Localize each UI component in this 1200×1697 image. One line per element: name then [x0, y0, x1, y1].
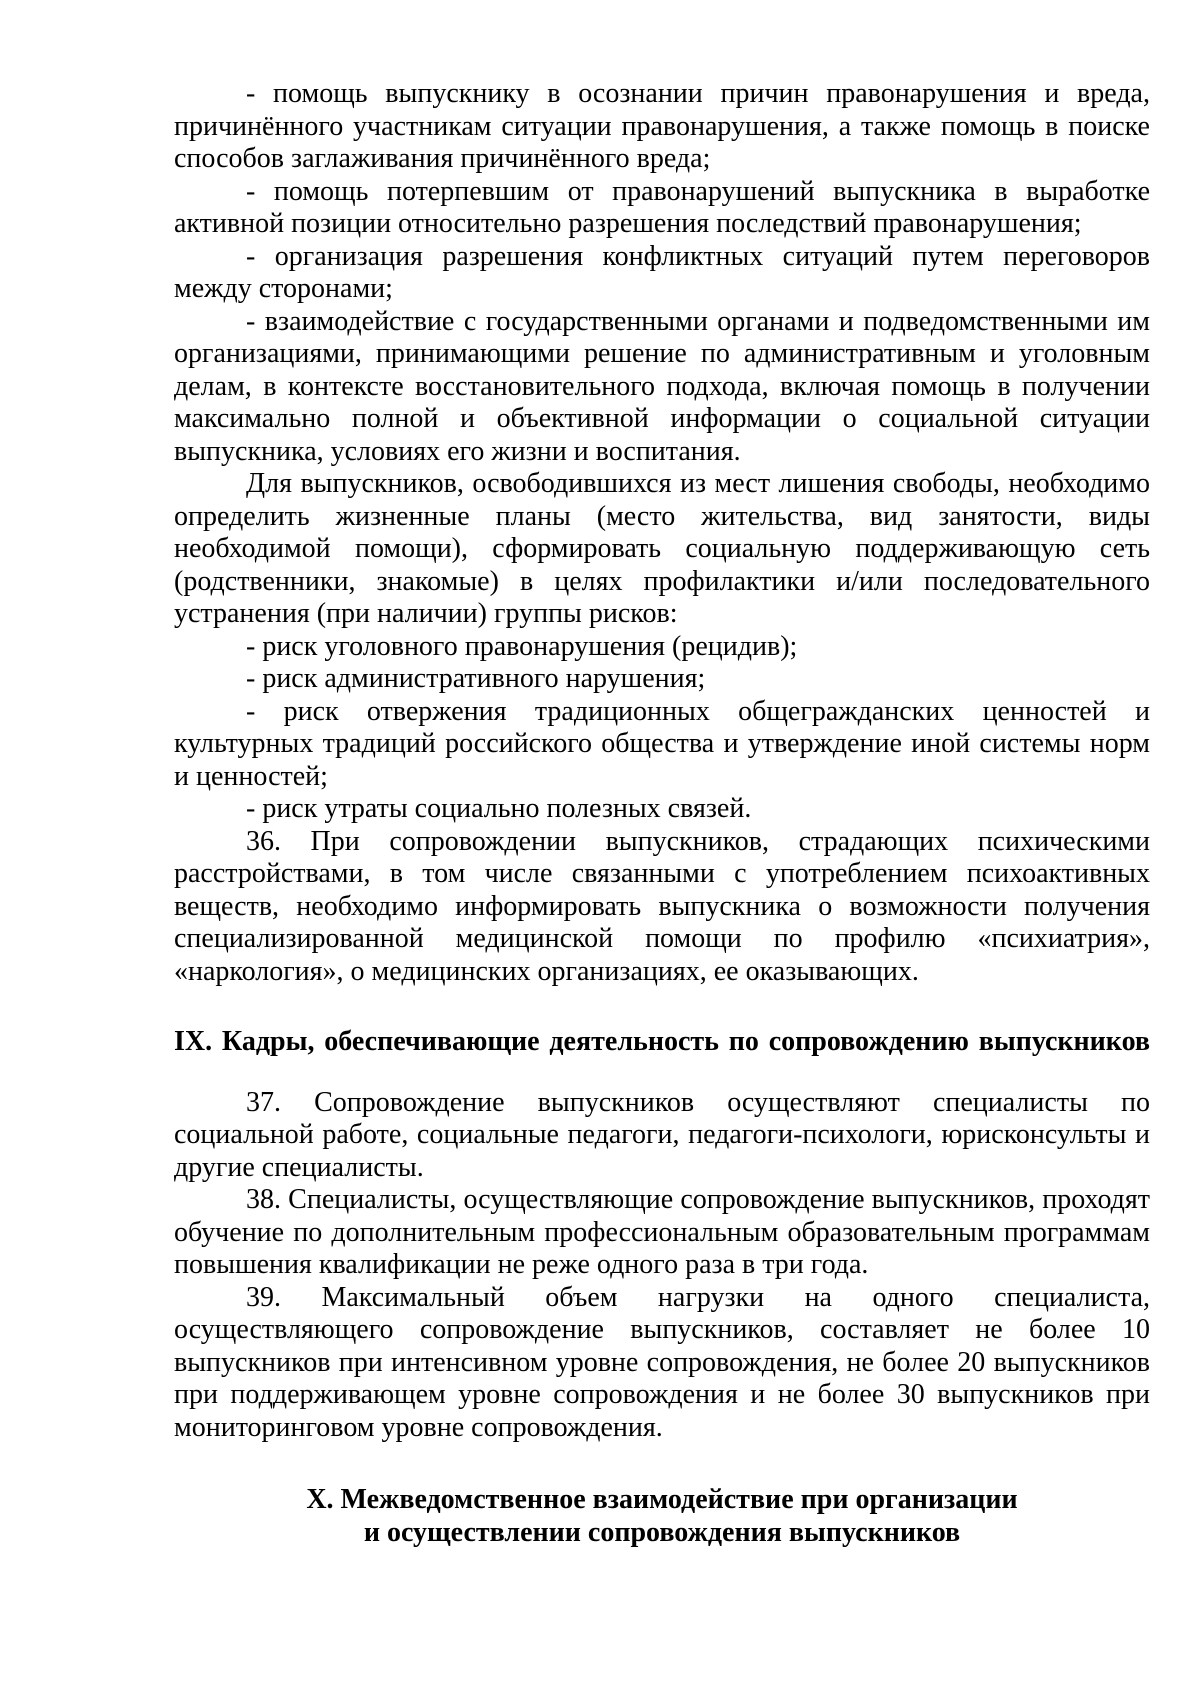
paragraph-risk-criminal: - риск уголовного правонарушения (рецидив); — [246, 630, 798, 662]
document-page — [174, 78, 1150, 1549]
paragraph-risk-administrative: - риск административного нарушения; — [246, 663, 706, 694]
section-x-heading — [174, 1484, 1150, 1549]
paragraph-released-graduates: Для выпускников, освободившихся из мест лишения свободы, необходимо определить жизненные планы (место жительства, вид занятости, виды необходимой помощи), сформировать социальную поддерживающую сеть (родственники, знакомые) в целях профилактики и/или последовательного устранения (при наличии) группы рисков: — [174, 468, 1150, 629]
paragraph-39: 39. Максимальный объем нагрузки на одного специалиста, осуществляющего сопровождение выпускников, составляет не более 10 выпускников при интенсивном уровне сопровождения, не более 20 выпускников при поддерживающем уровне сопровождения и не более 30 выпускников при мониторинговом уровне сопровождения. — [174, 1281, 1150, 1443]
paragraph-36: 36. При сопровождении выпускников, страдающих психическими расстройствами, в том числе связанными с употреблением психоактивных веществ, необходимо информировать выпускника о возможности получения специализированной медицинской помощи по профилю «психиатрия», «наркология», о медицинских организациях, ее оказывающих. — [174, 825, 1150, 987]
paragraph-risk-rejection: - риск отвержения традиционных общегражданских ценностей и культурных традиций российского общества и утверждение иной системы норм и ценностей; — [174, 695, 1150, 792]
paragraph-risk-social-ties: - риск утраты социально полезных связей. — [246, 793, 752, 824]
paragraph-help-graduate: - помощь выпускнику в осознании причин правонарушения и вреда, причинённого участникам ситуации правонарушения, а также помощь в поиске способов заглаживания причинённого вреда; — [174, 78, 1150, 174]
section-ix-heading: IX. Кадры, обеспечивающие деятельность по сопровождению выпускников — [174, 1026, 1150, 1057]
paragraph-38: 38. Специалисты, осуществляющие сопровождение выпускников, проходят обучение по дополнительным профессиональным образовательным программам повышения квалификации не реже одного раза в три года. — [174, 1184, 1150, 1280]
paragraph-help-victims: - помощь потерпевшим от правонарушений выпускника в выработке активной позиции относительно разрешения последствий правонарушения; — [174, 175, 1150, 239]
paragraph-state-interaction: - взаимодействие с государственными органами и подведомственными им организациями, принимающими решение по административным и уголовным делам, в контексте восстановительного подхода, включая помощь в получении максимально полной и объективной информации о социальной ситуации выпускника, условиях его жизни и воспитания. — [174, 305, 1150, 467]
paragraph-conflict-resolution: - организация разрешения конфликтных ситуаций путем переговоров между сторонами; — [174, 240, 1150, 304]
section-x-heading-line1: X. Межведомственное взаимодействие при организации — [306, 1484, 1018, 1515]
paragraph-37: 37. Сопровождение выпускников осуществляют специалисты по социальной работе, социальные педагоги, педагоги-психологи, юрисконсульты и другие специалисты. — [174, 1086, 1150, 1183]
section-x-heading-line2: и осуществлении сопровождения выпускников — [363, 1516, 961, 1548]
